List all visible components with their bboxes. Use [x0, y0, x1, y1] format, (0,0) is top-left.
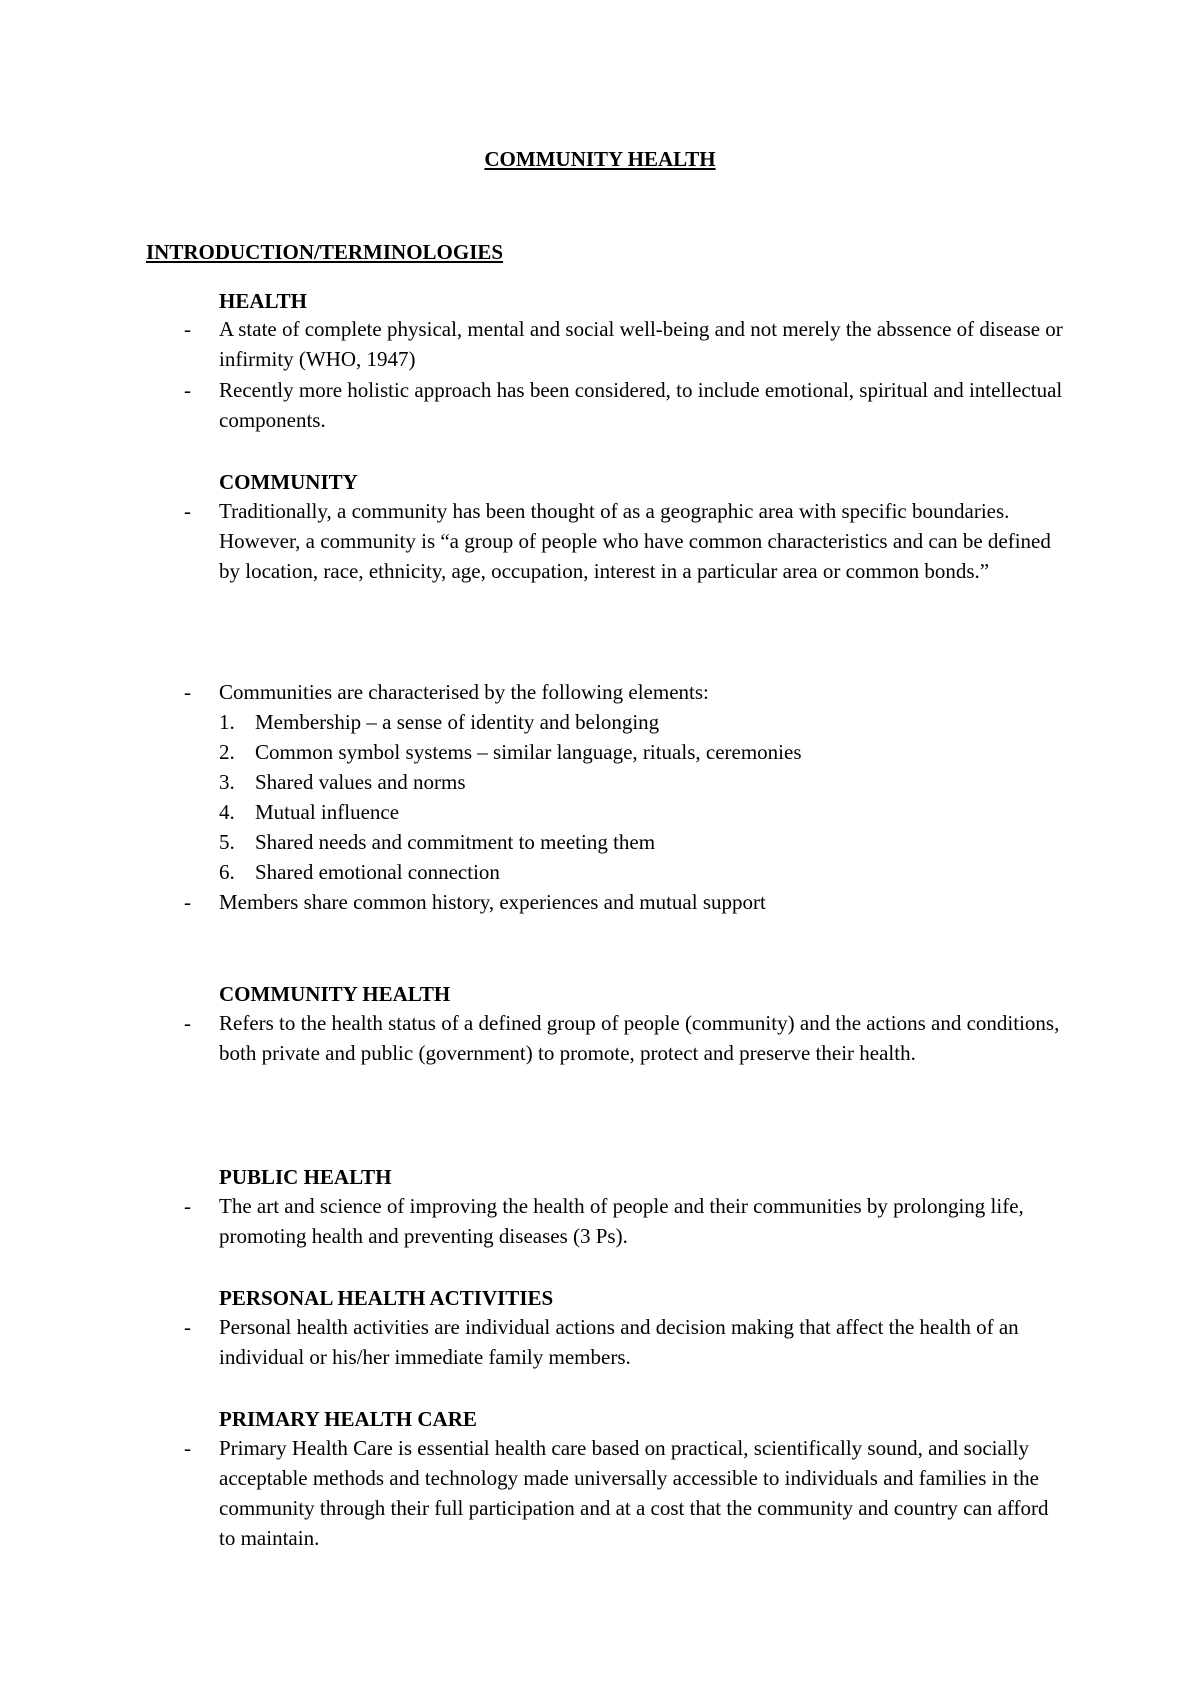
bullet-marker: -	[184, 378, 191, 402]
term-heading-public-health: PUBLIC HEALTH	[219, 1165, 392, 1189]
list-item-text: Communities are characterised by the following elements:	[219, 680, 709, 704]
list-item-text: Members share common history, experiences and mutual support	[219, 890, 766, 914]
list-item-text: Primary Health Care is essential health care based on practical, scientifically sound, and socially acceptable methods and technology made universally accessible to individuals and families in the community through their full participation and at a cost that the community and country can afford to maintain.	[219, 1436, 1049, 1550]
list-item-text: Traditionally, a community has been thought of as a geographic area with specific boundaries. However, a community is “a group of people who have common characteristics and can be defined by location, race, ethnicity, age, occupation, interest in a particular area or common bonds.”	[219, 499, 1051, 583]
section-heading-introduction: INTRODUCTION/TERMINOLOGIES	[146, 240, 504, 264]
list-item-text: Personal health activities are individual actions and decision making that affect the health of an individual or his/her immediate family members.	[219, 1315, 1019, 1369]
list-item-text: Recently more holistic approach has been considered, to include emotional, spiritual and intellectual components.	[219, 378, 1063, 432]
bullet-marker: -	[184, 317, 191, 341]
list-item	[184, 375, 1064, 435]
list-item-text: The art and science of improving the health of people and their communities by prolonging life, promoting health and preventing diseases (3 Ps).	[219, 1194, 1024, 1248]
item-number: 3.	[219, 770, 235, 794]
list-item	[184, 496, 1064, 586]
item-number: 5.	[219, 830, 235, 854]
list-item	[184, 1191, 1064, 1251]
bullet-marker: -	[184, 1011, 191, 1035]
numbered-item-text: Mutual influence	[255, 800, 400, 824]
bullet-marker: -	[184, 1436, 191, 1460]
term-heading-health: HEALTH	[219, 289, 307, 313]
list-item-text: A state of complete physical, mental and social well-being and not merely the abssence of disease or infirmity (WHO, 1947)	[219, 317, 1063, 371]
item-number: 6.	[219, 860, 235, 884]
numbered-item	[219, 797, 1019, 827]
item-number: 2.	[219, 740, 235, 764]
numbered-item	[219, 857, 1019, 887]
numbered-item	[219, 827, 1019, 857]
list-item	[184, 1008, 1064, 1068]
item-number: 1.	[219, 710, 235, 734]
bullet-marker: -	[184, 1315, 191, 1339]
numbered-item-text: Membership – a sense of identity and belonging	[255, 710, 660, 734]
list-item-text: Refers to the health status of a defined group of people (community) and the actions and conditions, both private and public (government) to promote, protect and preserve their health.	[219, 1011, 1060, 1065]
numbered-item-text: Common symbol systems – similar language, rituals, ceremonies	[255, 740, 802, 764]
term-heading-personal-health-activities: PERSONAL HEALTH ACTIVITIES	[219, 1286, 554, 1310]
item-number: 4.	[219, 800, 235, 824]
term-heading-community: COMMUNITY	[219, 470, 358, 494]
bullet-marker: -	[184, 680, 191, 704]
document-title: COMMUNITY HEALTH	[484, 147, 716, 171]
numbered-item-text: Shared emotional connection	[255, 860, 500, 884]
list-item	[184, 314, 1064, 374]
numbered-item-text: Shared needs and commitment to meeting them	[255, 830, 656, 854]
bullet-marker: -	[184, 1194, 191, 1218]
numbered-item-text: Shared values and norms	[255, 770, 466, 794]
numbered-item	[219, 767, 1019, 797]
list-item	[184, 1433, 1064, 1553]
list-item	[184, 677, 1064, 707]
list-item	[184, 1312, 1064, 1372]
numbered-item	[219, 737, 1019, 767]
bullet-marker: -	[184, 890, 191, 914]
list-item	[184, 887, 1064, 917]
term-heading-primary-health-care: PRIMARY HEALTH CARE	[219, 1407, 477, 1431]
bullet-marker: -	[184, 499, 191, 523]
numbered-item	[219, 707, 1019, 737]
term-heading-community-health: COMMUNITY HEALTH	[219, 982, 451, 1006]
